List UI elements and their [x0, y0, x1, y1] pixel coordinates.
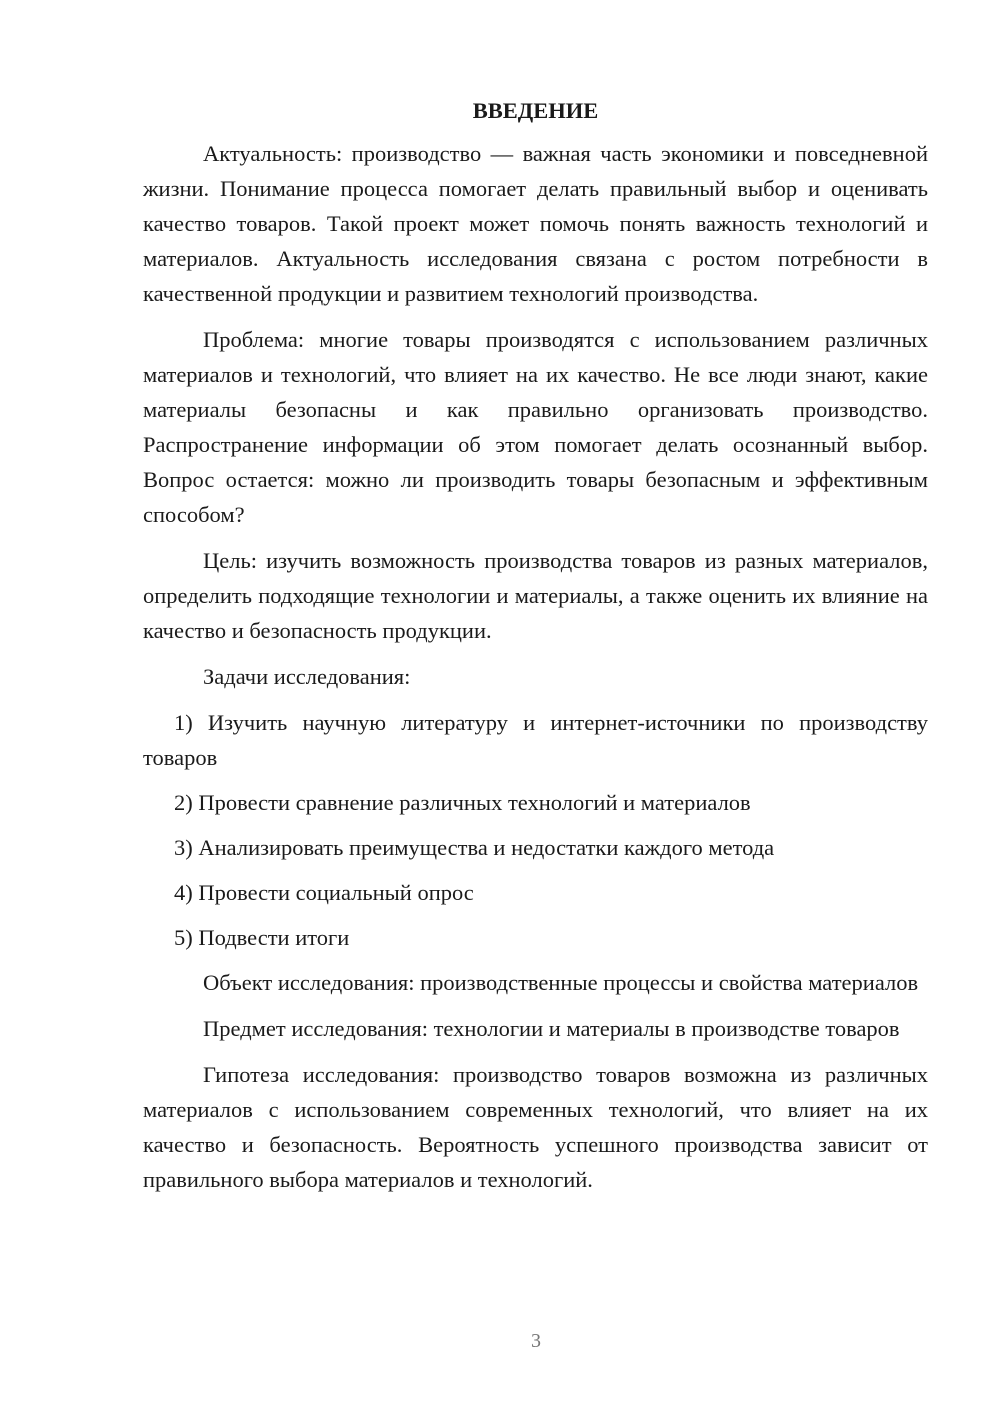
document-body [143, 92, 928, 1208]
relevance-paragraph: Актуальность: производство — важная часть экономики и повседневной жизни. Понимание процесса помогает делать правильный выбор и оценивать качество товаров. Такой проект может помочь понять важность технологий и материалов. Актуальность исследования связана с ростом потребности в качественной продукции и развитием технологий производства. [143, 141, 928, 306]
task-item: 5) Подвести итоги [174, 925, 350, 950]
problem-paragraph: Проблема: многие товары производятся с использованием различных материалов и технологий, что влияет на их качество. Не все люди знают, какие материалы безопасны и как правильно организовать производство. Распространение информации об этом помогает делать осознанный выбор. Вопрос остается: можно ли производить товары безопасным и эффективным способом? [143, 327, 928, 527]
task-item: 4) Провести социальный опрос [174, 880, 474, 905]
subject-paragraph: Предмет исследования: технологии и материалы в производстве товаров [203, 1016, 900, 1041]
tasks-heading: Задачи исследования: [203, 664, 411, 689]
task-item: 3) Анализировать преимущества и недостатки каждого метода [174, 835, 775, 860]
task-item: 2) Провести сравнение различных технологий и материалов [174, 790, 751, 815]
task-item: 1) Изучить научную литературу и интернет-источники по производству товаров [143, 710, 928, 770]
page-number: 3 [531, 1330, 541, 1352]
goal-paragraph: Цель: изучить возможность производства товаров из разных материалов, определить подходящие технологии и материалы, а также оценить их влияние на качество и безопасность продукции. [143, 548, 928, 643]
tasks-list [143, 705, 928, 955]
hypothesis-paragraph: Гипотеза исследования: производство товаров возможна из различных материалов с использованием современных технологий, что влияет на их качество и безопасность. Вероятность успешного производства зависит от правильного выбора материалов и технологий. [143, 1062, 928, 1192]
object-paragraph: Объект исследования: производственные процессы и свойства материалов [203, 970, 919, 995]
section-title: ВВЕДЕНИЕ [472, 98, 599, 123]
